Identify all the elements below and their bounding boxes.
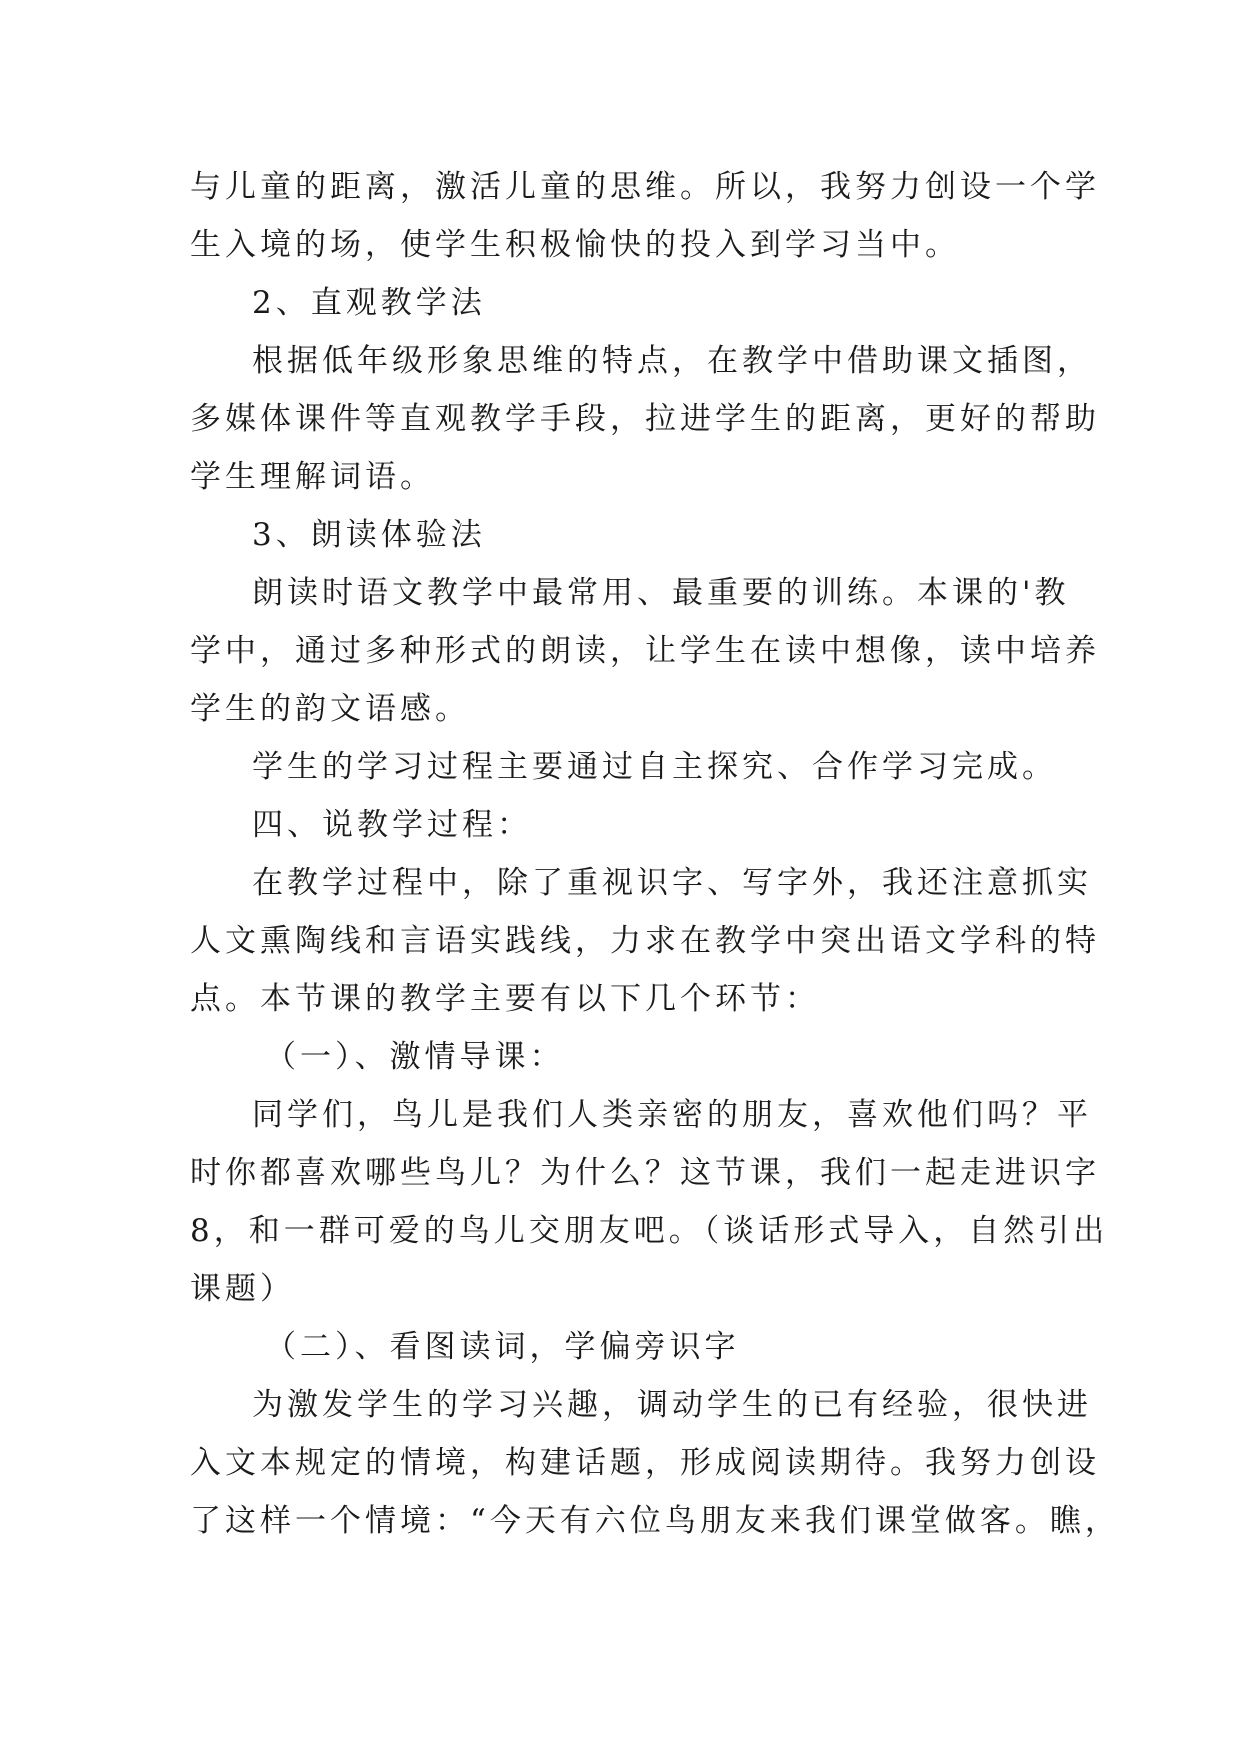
text-line: 同学们，鸟儿是我们人类亲密的朋友，喜欢他们吗？平 — [252, 1097, 1092, 1133]
text-line: 入文本规定的情境，构建话题，形成阅读期待。我努力创设 — [190, 1445, 1100, 1481]
text-line: 学生的学习过程主要通过自主探究、合作学习完成。 — [252, 749, 1057, 785]
text-line: 朗读时语文教学中最常用、最重要的训练。本课的'教 — [252, 575, 1070, 611]
text-line: 学中，通过多种形式的朗读，让学生在读中想像，读中培养 — [190, 633, 1100, 669]
text-line: 时你都喜欢哪些鸟儿？为什么？这节课，我们一起走进识字 — [190, 1155, 1100, 1191]
text-line: 8，和一群可爱的鸟儿交朋友吧。（谈话形式导入，自然引出 — [190, 1213, 1109, 1249]
text-line: 学生的韵文语感。 — [190, 691, 470, 727]
text-line: 为激发学生的学习兴趣，调动学生的已有经验，很快进 — [252, 1387, 1092, 1423]
text-line: 与儿童的距离，激活儿童的思维。所以，我努力创设一个学 — [190, 169, 1100, 205]
text-line: 点。本节课的教学主要有以下几个环节： — [190, 981, 820, 1017]
text-line: 根据低年级形象思维的特点，在教学中借助课文插图， — [252, 343, 1092, 379]
section-heading: 3、朗读体验法 — [252, 517, 486, 553]
section-heading: （一）、激情导课： — [265, 1039, 565, 1075]
text-line: 学生理解词语。 — [190, 459, 435, 495]
text-line: 生入境的场，使学生积极愉快的投入到学习当中。 — [190, 227, 960, 263]
section-heading: 2、直观教学法 — [252, 285, 486, 321]
text-line: 在教学过程中，除了重视识字、写字外，我还注意抓实 — [252, 865, 1092, 901]
text-line: 了这样一个情境：“今天有六位鸟朋友来我们课堂做客。瞧， — [190, 1503, 1120, 1539]
section-heading: （二）、看图读词，学偏旁识字 — [265, 1329, 740, 1365]
text-line: 课题） — [190, 1271, 295, 1307]
section-heading: 四、说教学过程： — [252, 807, 532, 843]
text-line: 人文熏陶线和言语实践线，力求在教学中突出语文学科的特 — [190, 923, 1100, 959]
text-line: 多媒体课件等直观教学手段，拉进学生的距离，更好的帮助 — [190, 401, 1100, 437]
